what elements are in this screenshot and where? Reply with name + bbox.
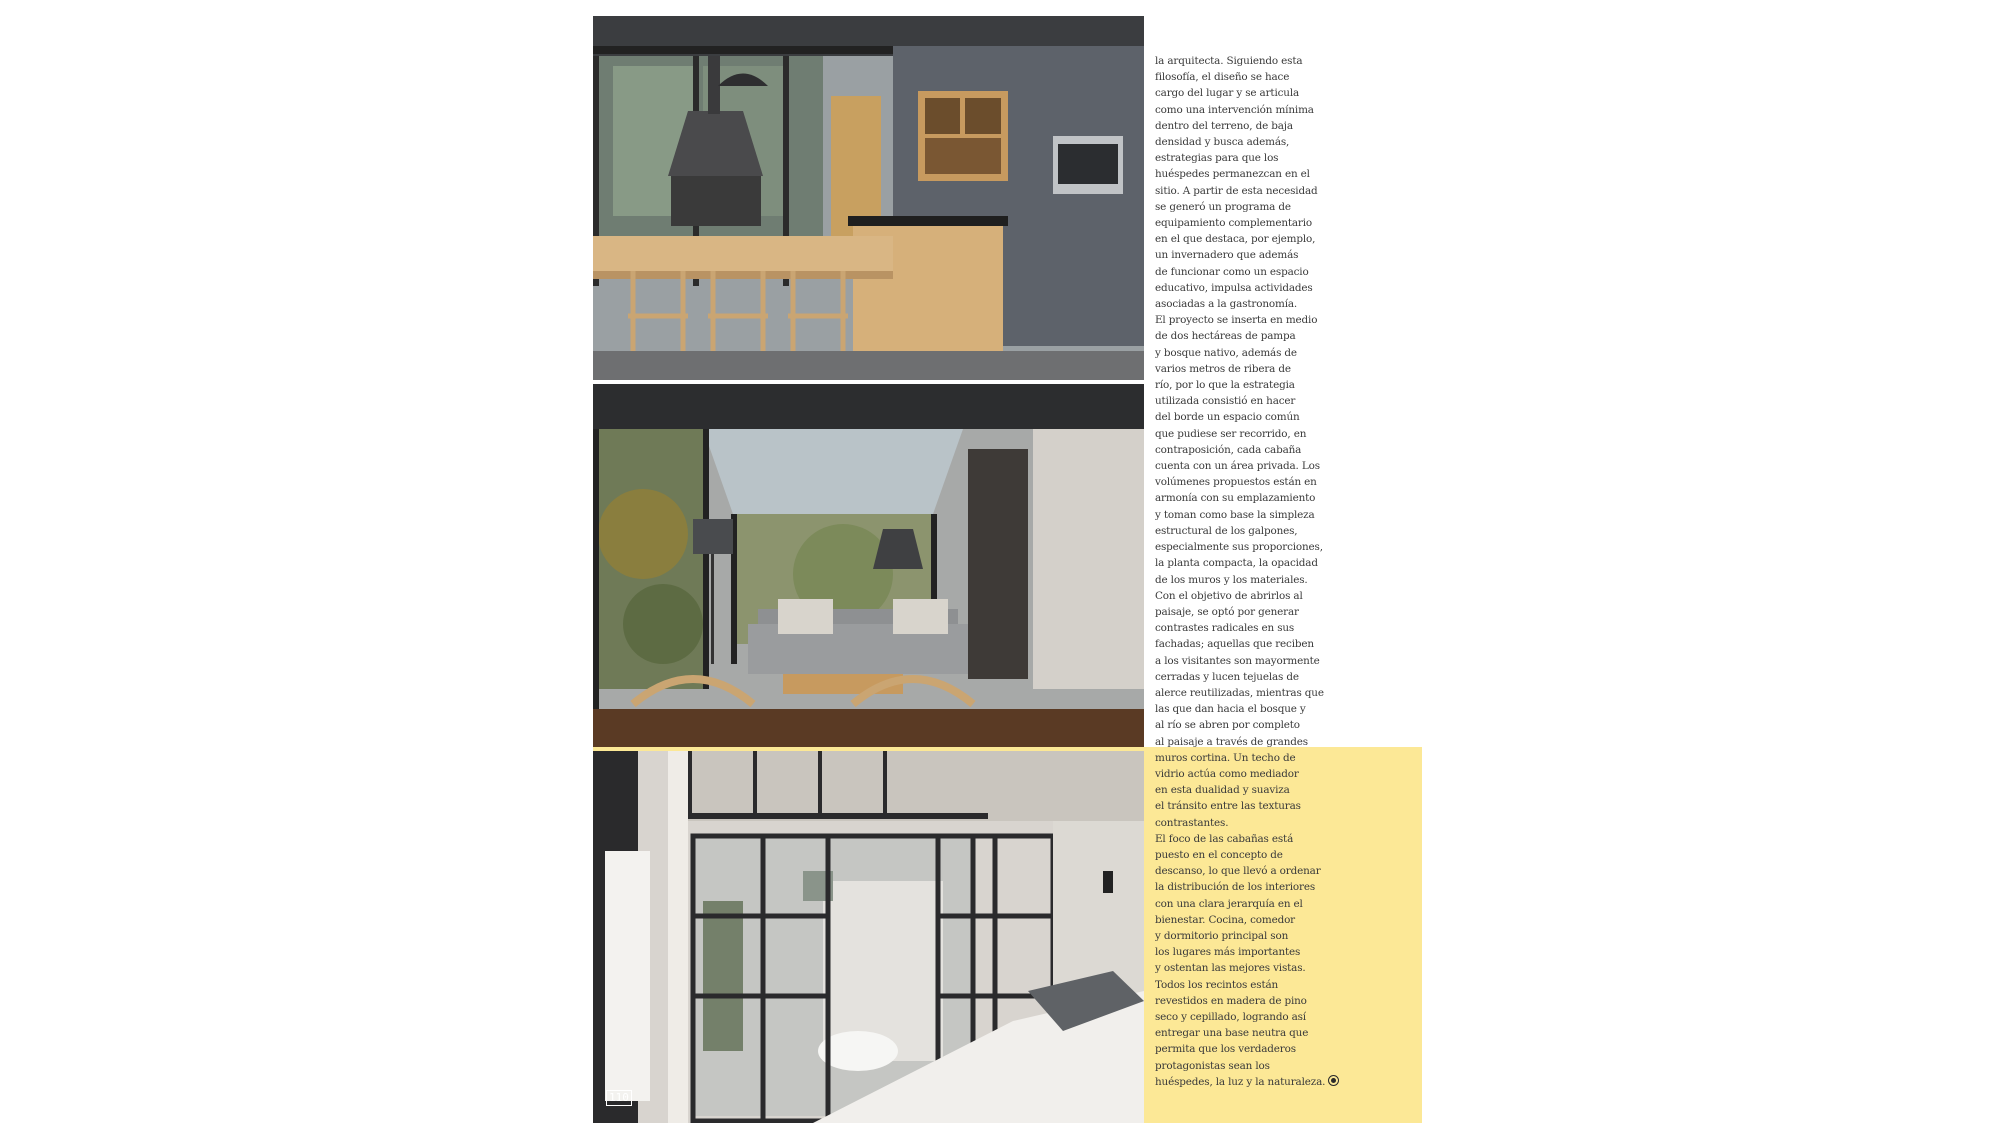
article-line: la arquitecta. Siguiendo esta [1155,55,1303,67]
photo-living-room [593,384,1144,747]
article-line: de funcionar como un espacio [1155,265,1309,278]
article-line: vidrio actúa como mediador [1155,767,1299,780]
article-line: las que dan hacia el bosque y [1155,703,1306,716]
article-line: al río se abren por completo [1155,719,1300,732]
article-line: El proyecto se inserta en medio [1155,314,1318,327]
article-line: los lugares más importantes [1155,946,1301,959]
article-line: la distribución de los interiores [1155,881,1316,894]
article-line: puesto en el concepto de [1155,848,1283,861]
article-line: en esta dualidad y suaviza [1155,784,1290,797]
article-line: de los muros y los materiales. [1155,573,1308,586]
article-line: se generó un programa de [1155,200,1291,213]
article-line: y toman como base la simpleza [1155,508,1315,521]
article-line: revestidos en madera de pino [1155,994,1307,1007]
article-line: paisaje, se optó por generar [1155,605,1299,618]
article-line: cargo del lugar y se articula [1155,87,1300,100]
article-line: dentro del terreno, de baja [1155,119,1293,132]
article-line: protagonistas sean los [1155,1059,1270,1072]
article-line: permita que los verdaderos [1155,1043,1296,1056]
article-line: especialmente sus proporciones, [1155,541,1323,554]
photo-bedroom [593,751,1144,1123]
article-line: la planta compacta, la opacidad [1155,557,1318,570]
article-line: muros cortina. Un techo de [1155,751,1296,764]
article-line: filosofía, el diseño se hace [1155,71,1290,84]
article-line: de dos hectáreas de pampa [1155,330,1296,343]
article-line: entregar una base neutra que [1155,1027,1309,1040]
article-line: bienestar. Cocina, comedor [1155,913,1295,926]
article-line: y ostentan las mejores vistas. [1155,962,1306,975]
end-of-article-icon [1328,1075,1339,1086]
article-line: del borde un espacio común [1155,411,1300,424]
article-line: con una clara jerarquía en el [1155,897,1303,910]
article-line: y bosque nativo, además de [1155,346,1297,359]
article-line: volúmenes propuestos están en [1155,476,1317,489]
article-line: y dormitorio principal son [1155,929,1289,942]
article-line: asociadas a la gastronomía. [1155,298,1298,311]
page-number: 110 [606,1090,632,1106]
article-line: descanso, lo que llevó a ordenar [1155,865,1321,878]
article-line: educativo, impulsa actividades [1155,281,1313,294]
photo-kitchen [593,16,1144,380]
article-line: como una intervención mínima [1155,103,1314,116]
article-line: huéspedes, la luz y la naturaleza. [1155,1074,1345,1090]
article-line: a los visitantes son mayormente [1155,654,1320,667]
article-line: estructural de los galpones, [1155,524,1298,537]
article-line: alerce reutilizadas, mientras que [1155,686,1324,699]
article-line: equipamiento complementario [1155,217,1313,230]
article-line: que pudiese ser recorrido, en [1155,427,1307,440]
article-line: contrastes radicales en sus [1155,622,1295,635]
article-line: cerradas y lucen tejuelas de [1155,670,1299,683]
article-line: Todos los recintos están [1155,978,1279,991]
article-body [1155,53,1345,1090]
article-line: fachadas; aquellas que reciben [1155,638,1314,651]
article-line: el tránsito entre las texturas [1155,800,1301,813]
article-line: cuenta con un área privada. Los [1155,460,1320,473]
article-line: contraposición, cada cabaña [1155,443,1302,456]
article-line: contrastantes. [1155,816,1229,829]
article-line: utilizada consistió en hacer [1155,395,1296,408]
article-line: al paisaje a través de grandes [1155,735,1308,748]
article-line: en el que destaca, por ejemplo, [1155,233,1316,246]
article-line: armonía con su emplazamiento [1155,492,1316,505]
article-line: río, por lo que la estrategia [1155,379,1295,392]
article-line: Con el objetivo de abrirlos al [1155,589,1303,602]
article-line: estrategias para que los [1155,152,1279,165]
article-line: densidad y busca además, [1155,136,1290,149]
article-line: sitio. A partir de esta necesidad [1155,184,1318,197]
article-line: varios metros de ribera de [1155,362,1291,375]
article-line: huéspedes permanezcan en el [1155,168,1310,181]
article-line: El foco de las cabañas está [1155,832,1294,845]
article-line: seco y cepillado, logrando así [1155,1010,1306,1023]
article-line: un invernadero que además [1155,249,1299,262]
